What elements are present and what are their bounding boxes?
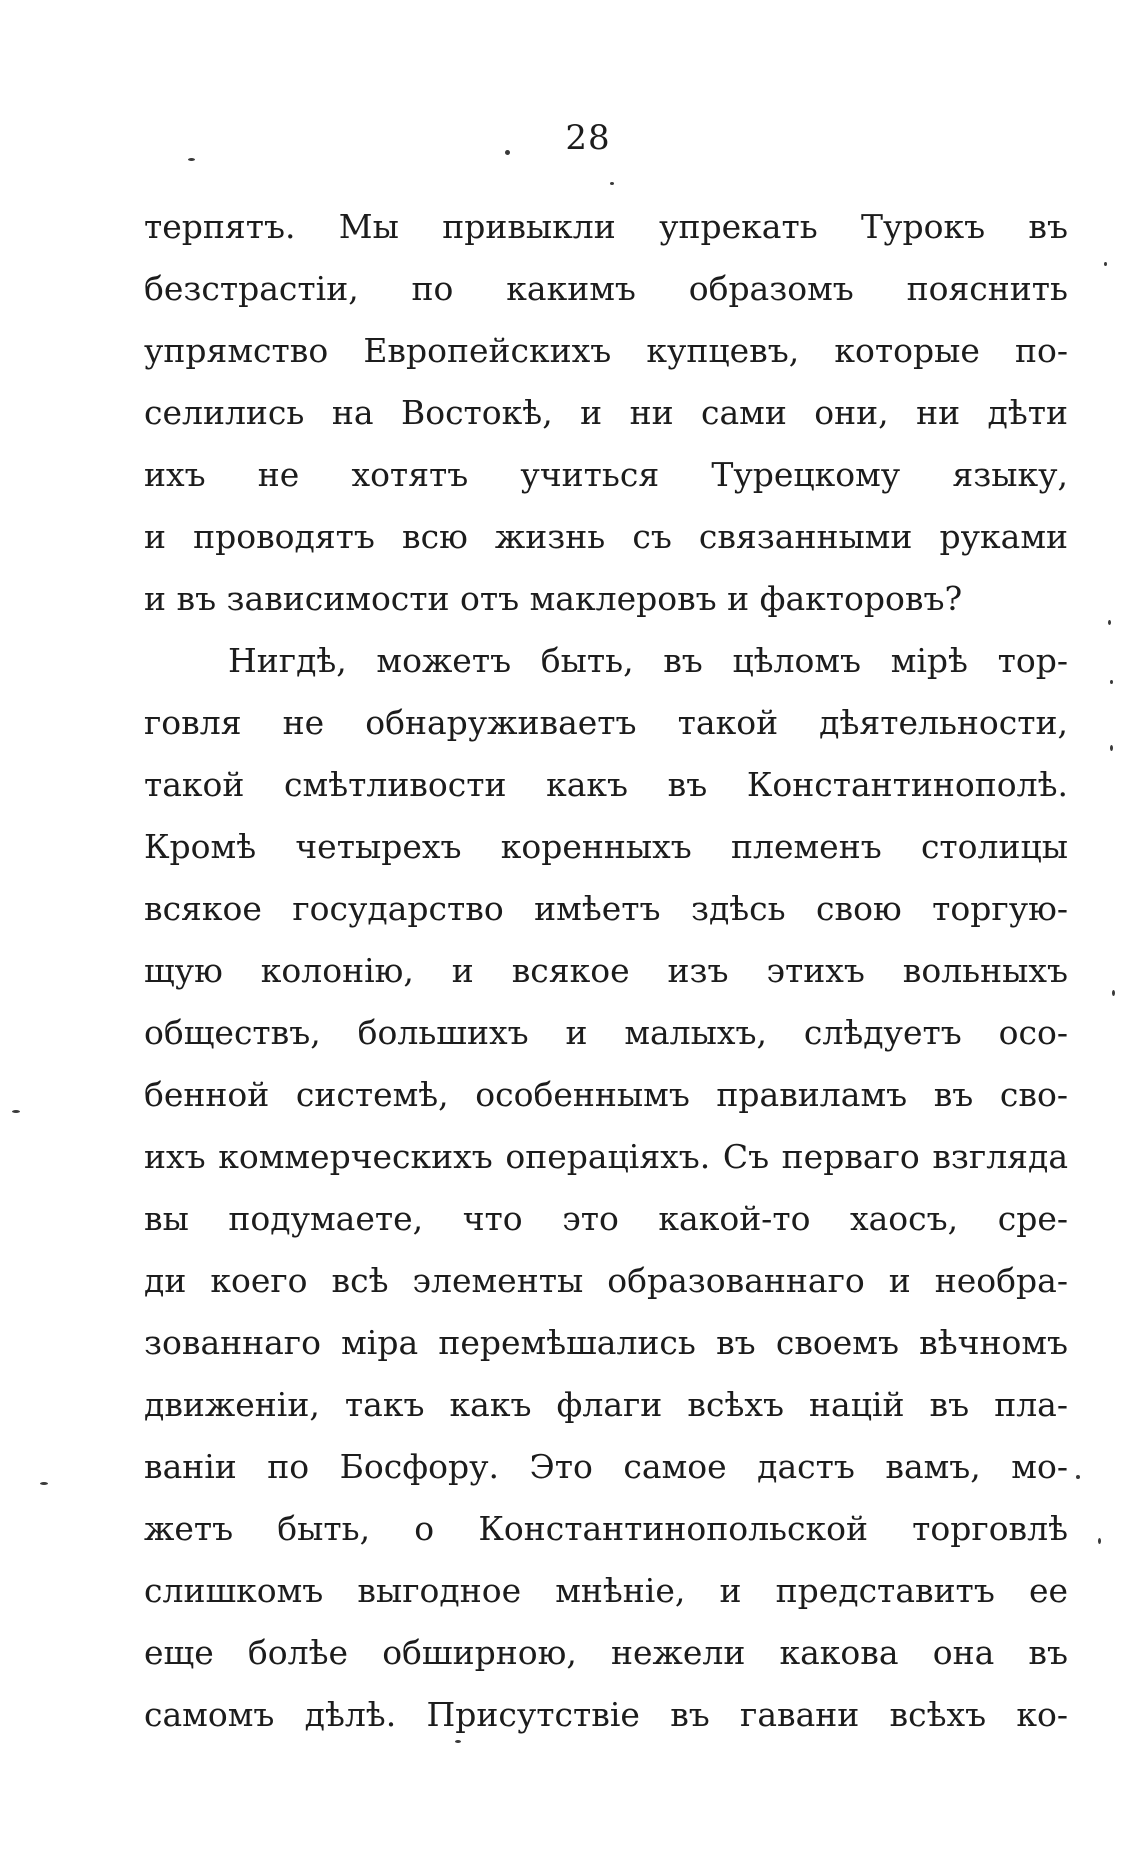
- text-line: вы подумаете, что это какой-то хаосъ, сре-: [144, 1199, 1068, 1238]
- text-line: щую колонію, и всякое изъ этихъ вольныхъ: [144, 951, 1068, 990]
- text-line: ихъ не хотятъ учиться Турецкому языку,: [144, 455, 1068, 494]
- paragraph: [144, 196, 1068, 630]
- print-speck: [505, 150, 510, 155]
- print-speck: [1098, 1538, 1101, 1544]
- text-line: обществъ, большихъ и малыхъ, слѣдуетъ осо-: [144, 1013, 1068, 1052]
- print-speck: [610, 182, 614, 185]
- text-line: Нигдѣ, можетъ быть, въ цѣломъ мірѣ тор-: [228, 641, 1068, 680]
- text-line: селились на Востокѣ, и ни сами они, ни дѣти: [144, 393, 1068, 432]
- text-line: еще болѣе обширною, нежели какова она въ: [144, 1633, 1068, 1672]
- page-number: 28: [565, 118, 611, 158]
- text-line: зованнаго міра перемѣшались въ своемъ вѣчномъ: [144, 1323, 1068, 1362]
- text-line: и въ зависимости отъ маклеровъ и факторовъ?: [144, 579, 963, 618]
- print-speck: [188, 158, 195, 161]
- print-speck: [1108, 620, 1111, 625]
- text-line: движеніи, такъ какъ флаги всѣхъ націй въ пла-: [144, 1385, 1068, 1424]
- text-line: такой смѣтливости какъ въ Константинополѣ.: [144, 765, 1068, 804]
- text-line: самомъ дѣлѣ. Присутствіе въ гавани всѣхъ ко-: [144, 1695, 1068, 1734]
- print-speck: [12, 1110, 20, 1113]
- body-text: [144, 196, 1068, 1746]
- paragraph: [144, 630, 1068, 1746]
- print-speck: [455, 1740, 461, 1743]
- print-speck: [1104, 262, 1107, 266]
- text-line: безстрастіи, по какимъ образомъ пояснить: [144, 269, 1068, 308]
- text-line: и проводятъ всю жизнь съ связанными руками: [144, 517, 1068, 556]
- text-line: Кромѣ четырехъ коренныхъ племенъ столицы: [144, 827, 1068, 866]
- print-speck: [40, 1482, 48, 1485]
- print-speck: [1110, 745, 1113, 751]
- text-line: ваніи по Босфору. Это самое дастъ вамъ, мо-: [144, 1447, 1068, 1486]
- print-speck: [1110, 680, 1113, 684]
- text-line: говля не обнаруживаетъ такой дѣятельности,: [144, 703, 1068, 742]
- text-line: ди коего всѣ элементы образованнаго и необра-: [144, 1261, 1068, 1300]
- text-line: всякое государство имѣетъ здѣсь свою торгую-: [144, 889, 1068, 928]
- print-speck: [1112, 990, 1115, 996]
- text-line: упрямство Европейскихъ купцевъ, которые по-: [144, 331, 1068, 370]
- text-line: жетъ быть, о Константинопольской торговлѣ: [144, 1509, 1068, 1548]
- text-line: ихъ коммерческихъ операціяхъ. Съ перваго взгляда: [144, 1137, 1068, 1176]
- text-line: бенной системѣ, особеннымъ правиламъ въ сво-: [144, 1075, 1068, 1114]
- print-speck: [1076, 1475, 1080, 1479]
- text-line: терпятъ. Мы привыкли упрекать Турокъ въ: [144, 207, 1068, 246]
- text-line: слишкомъ выгодное мнѣніе, и представитъ ее: [144, 1571, 1068, 1610]
